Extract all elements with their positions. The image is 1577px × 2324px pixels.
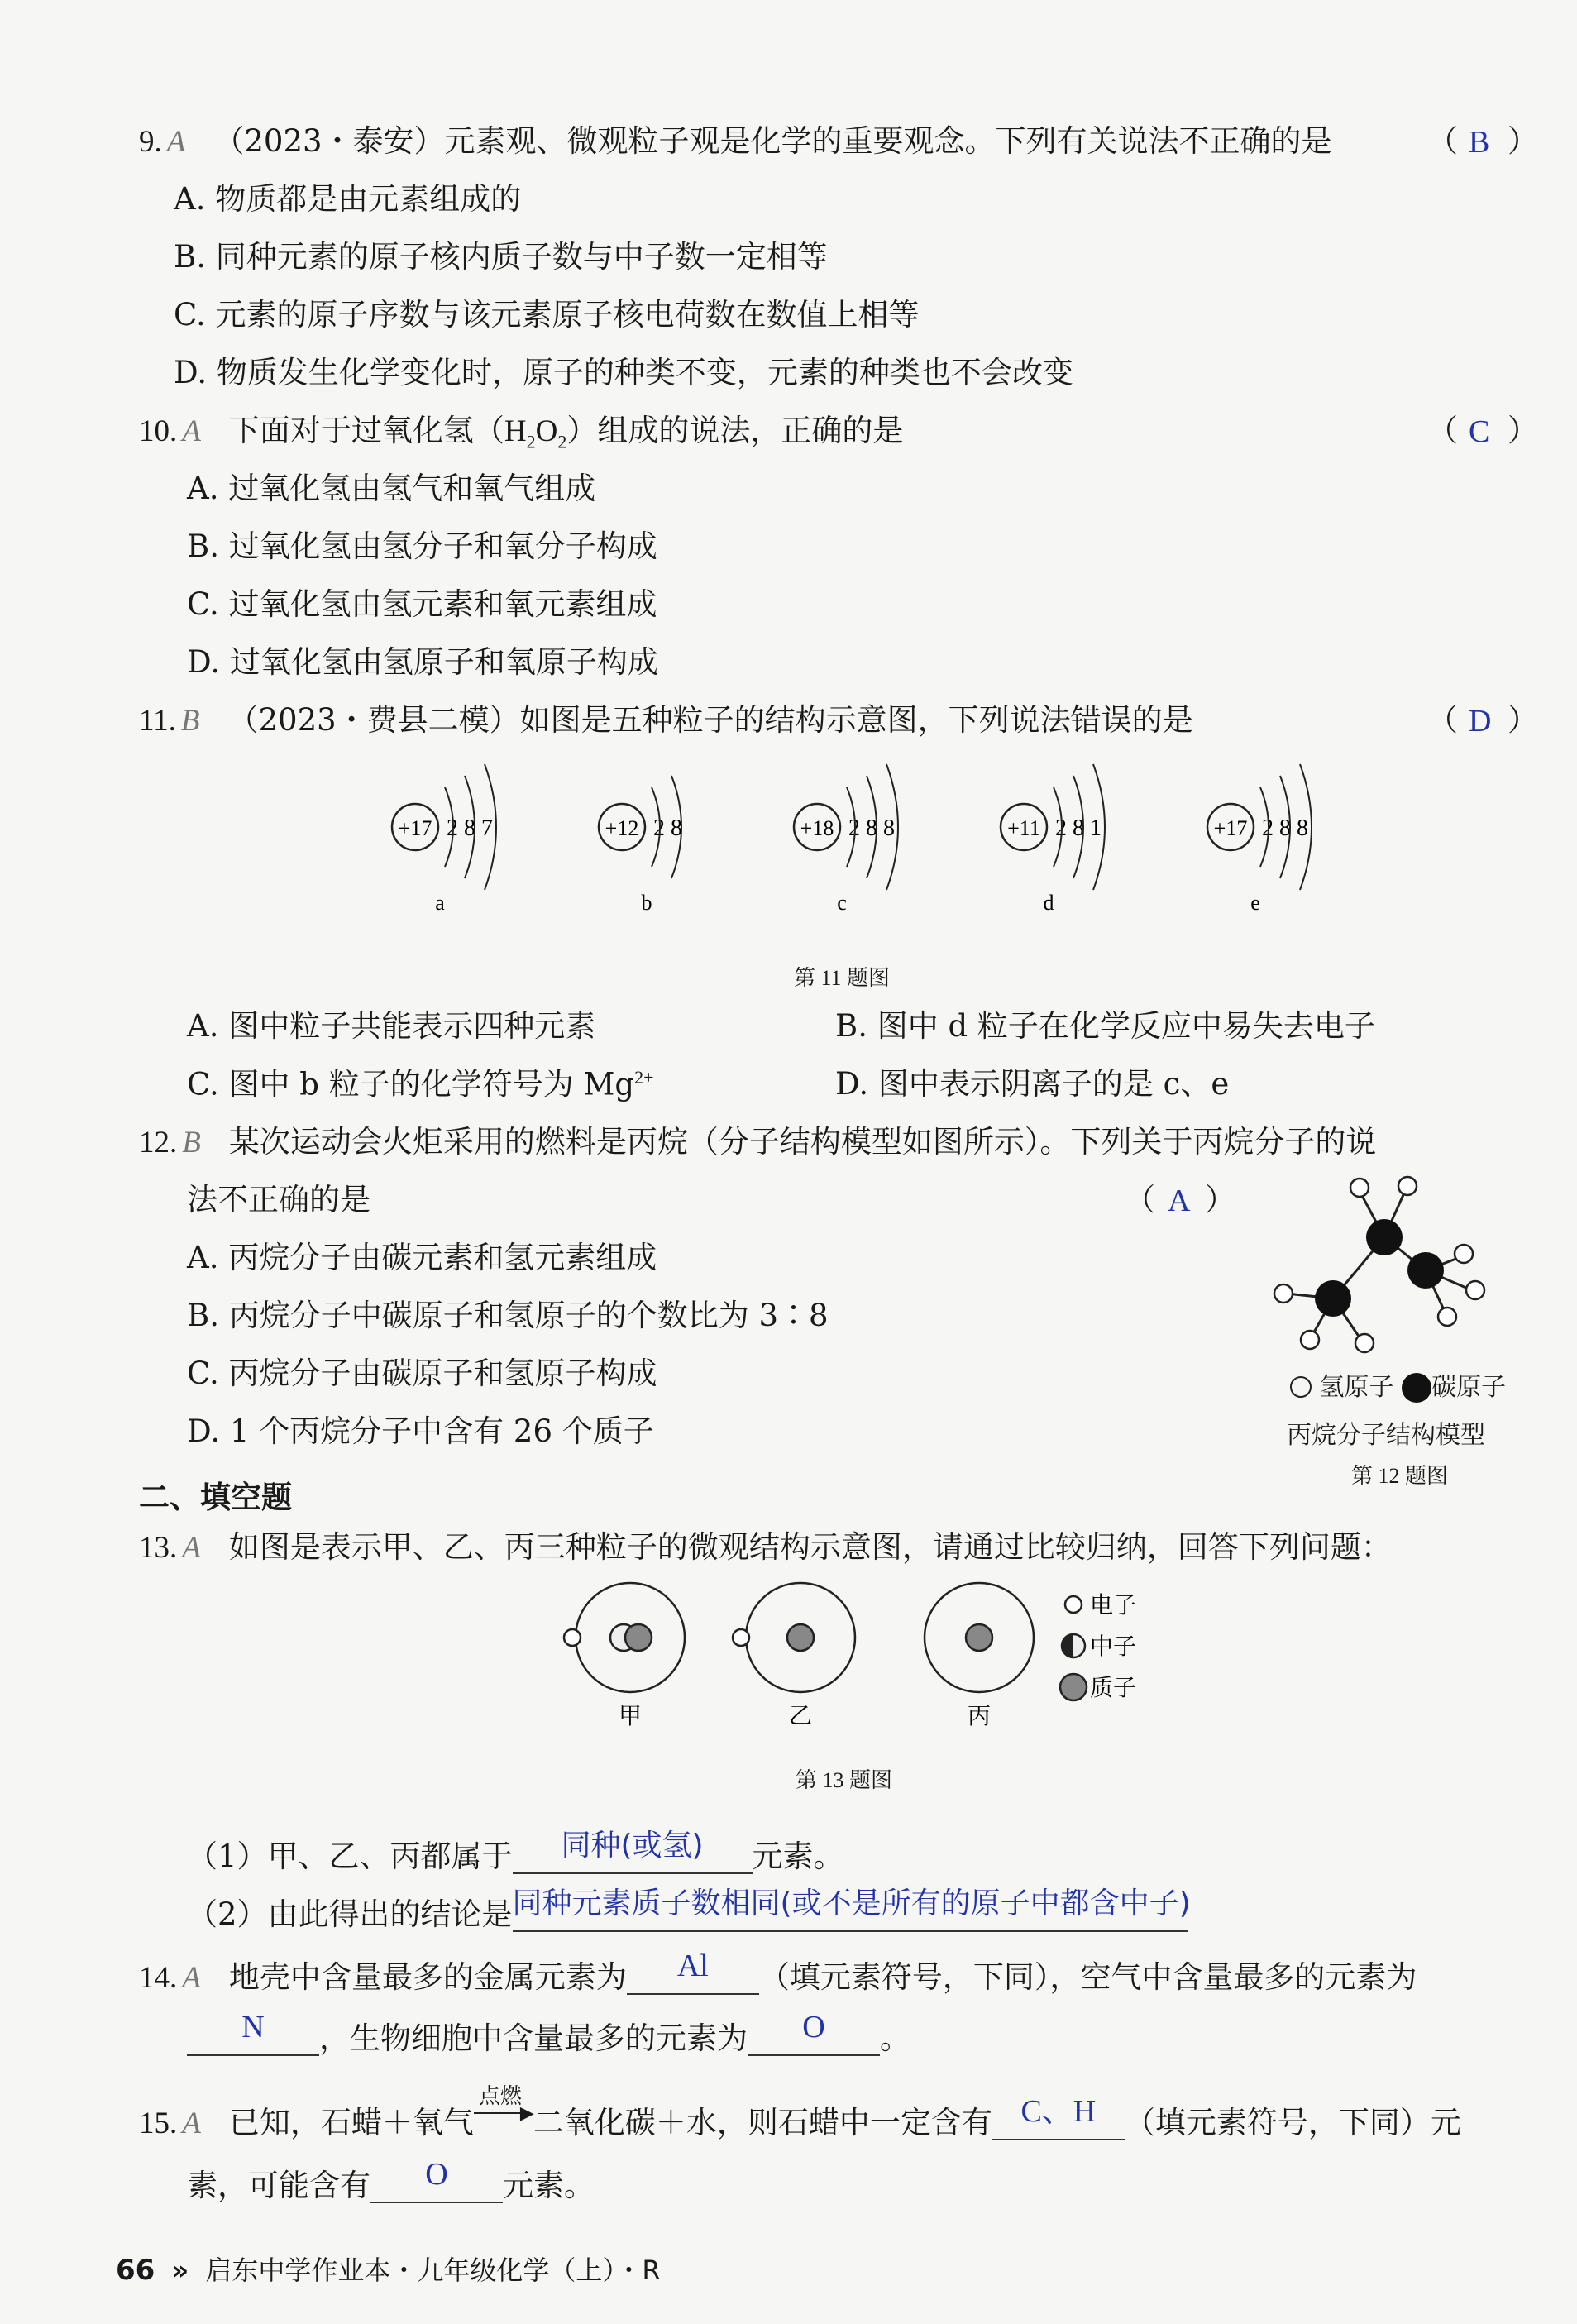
q11-option-b: B. 图中 d 粒子在化学反应中易失去电子 (835, 1008, 1375, 1044)
q10-number: 10. (139, 414, 178, 448)
particle-a (392, 764, 496, 915)
q12-legend-carbon: 碳原子 (1431, 1373, 1507, 1402)
q14-level-badge: A (182, 1961, 201, 1995)
q14-text-post: 。 (880, 2020, 910, 2056)
footer-arrows-icon: » (171, 2255, 189, 2286)
q13-part1-blank (513, 1829, 753, 1874)
q9-text: （2023・泰安）元素观、微观粒子观是化学的重要观念。下列有关说法不正确的是 (213, 123, 1332, 159)
q14-text-mid1: （填元素符号，下同），空气中含量最多的元素为 (758, 1959, 1417, 1995)
particle-b-nucleus: +12 (605, 816, 639, 840)
q12-option-c: C. 丙烷分子由碳原子和氢原子构成 (187, 1356, 657, 1391)
q10-option-b: B. 过氧化氢由氢分子和氧分子构成 (187, 528, 657, 564)
particle-d (1001, 764, 1105, 915)
q12-answer: A (1168, 1184, 1191, 1218)
q13-atom-diagrams (554, 1580, 1183, 1745)
q12-text-line1: 某次运动会火炬采用的燃料是丙烷（分子结构模型如图所示）。下列关于丙烷分子的说 (228, 1124, 1377, 1160)
q15-condition: 点燃 (478, 2084, 522, 2109)
particle-c-label: c (837, 891, 847, 915)
q9-answer-bracket: （ ） (1427, 123, 1538, 159)
q13-legend-neutron: 中子 (1090, 1634, 1137, 1660)
q9-level-badge: A (166, 125, 186, 159)
q10-option-a: A. 过氧化氢由氢气和氧气组成 (187, 471, 596, 506)
atom-jia (564, 1583, 685, 1729)
particle-a-shells: 2 8 7 (447, 815, 493, 841)
q11-option-c-charge: 2+ (634, 1067, 654, 1088)
q12-answer-bracket: （ ） (1125, 1182, 1235, 1217)
q14-line1 (139, 1949, 1417, 1995)
particle-b (599, 776, 682, 915)
q15-line2-pre: 素，可能含有 (187, 2168, 370, 2203)
q15-answer-2: O (425, 2157, 448, 2192)
q10-formula-sub2: 2 (557, 431, 567, 452)
q14-answer-3: O (802, 2010, 825, 2044)
q12-model-title: 丙烷分子结构模型 (1287, 1421, 1485, 1450)
q9-number: 9. (139, 125, 162, 159)
q13-part2-blank (512, 1886, 1191, 1932)
q15-blank-1 (992, 2094, 1125, 2140)
particle-e (1207, 764, 1312, 915)
q14-text-mid2: ，生物细胞中含量最多的元素为 (319, 2020, 748, 2056)
q10-text-post: ）组成的说法，正确的是 (566, 413, 904, 448)
q15-text-mid: 二氧化碳＋水，则石蜡中一定含有 (533, 2105, 992, 2140)
q13-part1-answer: 同种(或氢) (561, 1829, 704, 1863)
q13-part2-text: （2）由此得出的结论是 (187, 1896, 513, 1932)
q14-blank-1 (627, 1949, 759, 1995)
q14-text-pre: 地壳中含量最多的金属元素为 (228, 1959, 627, 1995)
q9-answer: B (1469, 125, 1490, 160)
atom-jia-label: 甲 (618, 1704, 643, 1729)
q12-caption: 第 12 题图 (1351, 1464, 1449, 1488)
q12-option-b: B. 丙烷分子中碳原子和氢原子的个数比为 3∶8 (187, 1298, 829, 1333)
q12-option-a: A. 丙烷分子由碳元素和氢元素组成 (187, 1240, 657, 1275)
proton-icon (1060, 1674, 1087, 1700)
q9-option-d: D. 物质发生化学变化时，原子的种类不变，元素的种类也不会改变 (174, 355, 1073, 390)
q14-number: 14. (139, 1961, 178, 1995)
q13-part1-text: （1）甲、乙、丙都属于 (187, 1839, 513, 1874)
q11-option-c-text: C. 图中 b 粒子的化学符号为 Mg (187, 1066, 635, 1102)
q15-reaction-arrow: 点燃 ▶ (474, 2107, 533, 2138)
q9-option-c: C. 元素的原子序数与该元素原子核电荷数在数值上相等 (174, 297, 920, 332)
q15-line1 (139, 2084, 1461, 2140)
q11-answer: D (1469, 704, 1492, 739)
q11-option-d: D. 图中表示阴离子的是 c、e (835, 1066, 1230, 1102)
q10-level-badge: A (182, 414, 201, 448)
particle-c (794, 764, 898, 915)
q11-answer-bracket: （ ） (1427, 702, 1538, 738)
q12-legend-hydrogen: 氢原子 (1319, 1373, 1394, 1402)
q13-caption: 第 13 题图 (796, 1768, 893, 1792)
neutron-icon-shade (1062, 1634, 1073, 1657)
q14-answer-1: Al (676, 1949, 709, 1983)
q14-line2 (187, 2010, 910, 2056)
q9-option-b: B. 同种元素的原子核内质子数与中子数一定相等 (174, 239, 828, 275)
particle-b-label: b (641, 891, 652, 915)
q10-option-d: D. 过氧化氢由氢原子和氧原子构成 (187, 644, 658, 680)
particle-e-nucleus: +17 (1213, 816, 1248, 840)
particle-b-shells: 2 8 (653, 815, 682, 841)
q10-formula-o: O (535, 414, 558, 448)
q15-blank-2 (370, 2157, 503, 2203)
q14-blank-3 (748, 2010, 880, 2056)
q10-stem (139, 415, 903, 451)
page-number: 66 (116, 2254, 155, 2287)
q11-stem (139, 702, 1193, 738)
section-fill-in-title: 二、填空题 (139, 1480, 292, 1515)
q15-number: 15. (139, 2106, 178, 2140)
particle-e-shells: 2 8 8 (1262, 815, 1308, 841)
q11-caption: 第 11 题图 (794, 966, 891, 990)
q12-text-line2: 法不正确的是 (187, 1182, 370, 1217)
q13-legend (1060, 1592, 1136, 1701)
q13-part1-suffix: 元素。 (752, 1839, 844, 1874)
q11-option-c (187, 1066, 654, 1102)
q9-stem (139, 123, 1332, 159)
carbon-atom-icon (1402, 1373, 1431, 1403)
particle-a-nucleus: +17 (398, 816, 432, 840)
q10-answer-bracket: （ ） (1427, 413, 1538, 448)
atom-yi-label: 乙 (788, 1704, 813, 1729)
q14-blank-2 (187, 2010, 319, 2056)
q15-text-post1: （填元素符号，下同）元 (1124, 2105, 1461, 2140)
q9-option-a: A. 物质都是由元素组成的 (174, 181, 522, 217)
q13-stem (139, 1529, 1392, 1565)
particle-d-nucleus: +11 (1007, 816, 1040, 840)
q11-text: （2023・费县二模）如图是五种粒子的结构示意图，下列说法错误的是 (227, 702, 1193, 738)
q12-level-badge: B (182, 1126, 201, 1160)
q15-answer-1: C、H (1020, 2094, 1097, 2129)
q13-part2 (187, 1886, 1191, 1932)
particle-d-shells: 2 8 1 (1055, 815, 1102, 841)
q13-legend-electron: 电子 (1090, 1593, 1137, 1619)
q11-level-badge: B (180, 704, 200, 738)
q10-text-pre: 下面对于过氧化氢（ (228, 413, 504, 448)
q15-level-badge: A (182, 2106, 201, 2140)
q10-answer: C (1469, 414, 1490, 449)
q10-formula-sub1: 2 (526, 431, 536, 452)
atom-bing (925, 1583, 1034, 1729)
q10-formula-h: H (504, 414, 527, 448)
q13-text: 如图是表示甲、乙、丙三种粒子的微观结构示意图，请通过比较归纳，回答下列问题： (228, 1529, 1392, 1565)
particle-a-label: a (435, 891, 445, 915)
q12-option-d: D. 1 个丙烷分子中含有 26 个质子 (187, 1413, 654, 1449)
electron-icon (1065, 1596, 1082, 1613)
q13-legend-proton: 质子 (1090, 1676, 1137, 1701)
particle-c-shells: 2 8 8 (848, 815, 895, 841)
q15-text-pre: 已知，石蜡＋氧气 (228, 2105, 474, 2140)
q12-legend (1290, 1366, 1506, 1403)
q13-level-badge: A (182, 1531, 201, 1565)
particle-e-label: e (1250, 891, 1260, 915)
atom-yi (733, 1583, 855, 1729)
particle-c-nucleus: +18 (800, 816, 834, 840)
q12-number: 12. (139, 1126, 178, 1160)
q11-structure-diagrams (364, 744, 1439, 943)
hydrogen-atom-icon (1290, 1376, 1312, 1398)
q13-part1 (187, 1829, 844, 1874)
q12-stem (139, 1126, 1376, 1158)
atom-bing-label: 丙 (967, 1704, 992, 1729)
q11-option-a: A. 图中粒子共能表示四种元素 (187, 1008, 596, 1044)
q15-line2-post: 元素。 (503, 2168, 595, 2203)
q14-answer-2: N (241, 2010, 265, 2044)
q11-number: 11. (139, 704, 176, 738)
q15-line2 (187, 2157, 595, 2203)
page-footer (116, 2250, 661, 2288)
q10-option-c: C. 过氧化氢由氢元素和氧元素组成 (187, 586, 657, 622)
q13-part2-answer: 同种元素质子数相同(或不是所有的原子中都含中子) (512, 1886, 1191, 1920)
q13-number: 13. (139, 1531, 178, 1565)
particle-d-label: d (1043, 891, 1054, 915)
book-title: 启东中学作业本・九年级化学（上）・R (205, 2255, 661, 2286)
